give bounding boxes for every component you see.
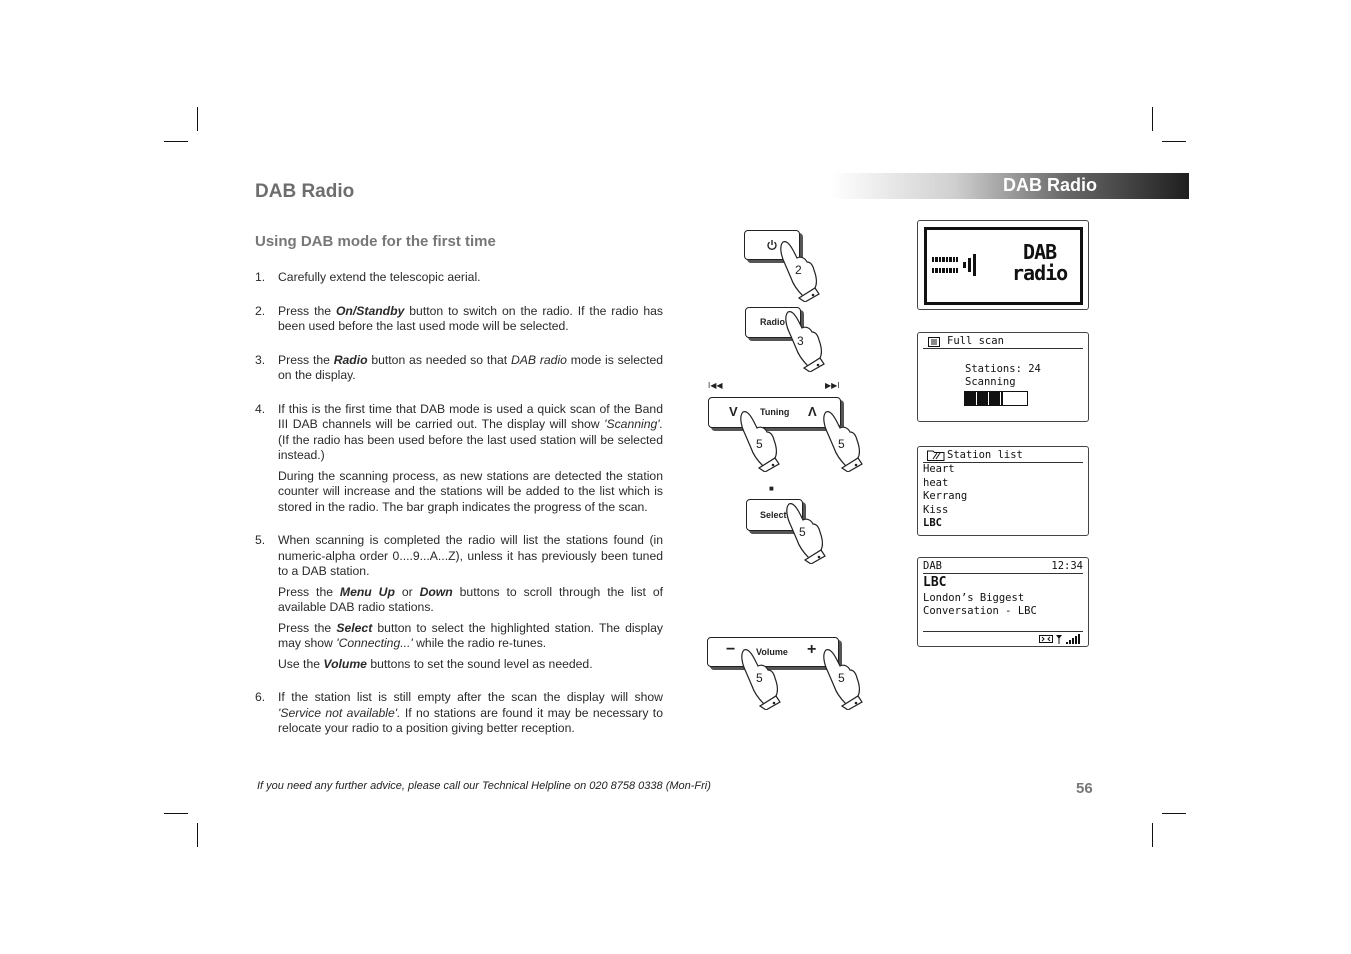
dls-line-1: London’s Biggest bbox=[923, 592, 1025, 604]
instruction-list bbox=[255, 270, 663, 755]
step-number-label: 5 bbox=[756, 437, 763, 451]
step-text: Carefully extend the telescopic aerial. bbox=[278, 270, 481, 284]
step-2 bbox=[255, 304, 663, 335]
helpline-footer: If you need any further advice, please call our Technical Helpline on 020 8758 0338 (Mon-Fri) bbox=[257, 780, 711, 792]
display-dab-logo-inner bbox=[924, 227, 1083, 305]
step-number: 6. bbox=[255, 690, 266, 704]
step-number-label: 5 bbox=[838, 671, 845, 685]
tuning-up-icon[interactable]: Λ bbox=[808, 404, 817, 419]
dab-signal-icon bbox=[932, 252, 986, 278]
step-number: 3. bbox=[255, 352, 266, 367]
crop-mark bbox=[197, 107, 198, 131]
select-button-label: Select bbox=[760, 510, 787, 520]
station-list-item[interactable]: Heart bbox=[923, 463, 955, 475]
page-title: DAB Radio bbox=[255, 181, 355, 202]
folder-icon bbox=[927, 450, 945, 461]
step-3 bbox=[255, 353, 663, 384]
display-header bbox=[923, 449, 1083, 463]
dls-line-2: Conversation - LBC bbox=[923, 605, 1037, 617]
crop-mark bbox=[1152, 107, 1153, 131]
previous-icon: I◀◀ bbox=[708, 381, 723, 390]
radio-button-label: Radio bbox=[760, 317, 786, 327]
stop-icon: ■ bbox=[769, 484, 774, 493]
tuning-down-icon[interactable]: V bbox=[729, 404, 738, 419]
step-text: Press the Select button to select the highlighted station. The display may show 'Connecting...' while the radio re-tunes. bbox=[278, 620, 664, 650]
tuning-button-label: Tuning bbox=[760, 407, 790, 417]
step-6 bbox=[255, 690, 663, 737]
status-divider bbox=[923, 631, 1083, 632]
step-number-label: 5 bbox=[799, 525, 806, 539]
step-4 bbox=[255, 402, 663, 516]
pointing-hand-icon bbox=[784, 310, 826, 372]
step-text: If this is the first time that DAB mode is used a quick scan of the Band III DAB channels will be carried out. The display will show 'Scanning'. (If the radio has been used before the last used station will be selected instead.) bbox=[278, 401, 663, 462]
step-text: During the scanning process, as new stations are detected the station counter will increase and the stations will be added to the list which is stored in the radio. The bar graph indicates the progress of the scan. bbox=[278, 468, 663, 514]
section-title: Using DAB mode for the first time bbox=[255, 233, 496, 250]
step-number: 1. bbox=[255, 270, 266, 284]
step-number: 2. bbox=[255, 303, 266, 318]
volume-plus-icon[interactable]: + bbox=[807, 641, 817, 658]
display-full-scan bbox=[917, 332, 1089, 422]
scan-progress-fill bbox=[965, 392, 1003, 405]
station-name: LBC bbox=[923, 575, 947, 590]
scan-progress-bar bbox=[964, 391, 1028, 406]
display-dab-logo bbox=[917, 220, 1089, 310]
station-list-item[interactable]: Kerrang bbox=[923, 490, 968, 502]
display-header bbox=[923, 560, 1083, 574]
power-icon bbox=[766, 239, 778, 251]
step-text: When scanning is completed the radio will list the stations found (in numeric-alpha order 0....9...A...Z), unless it has previously been tuned to a DAB station. bbox=[278, 533, 663, 578]
dab-logo-line1: DAB bbox=[1023, 240, 1057, 264]
step-text: Press the Menu Up or Down buttons to scroll through the list of available DAB radio stations. bbox=[278, 584, 664, 614]
display-header bbox=[923, 335, 1083, 349]
display-station-list bbox=[917, 446, 1089, 536]
display-title: Full scan bbox=[947, 335, 1004, 347]
clock: 12:34 bbox=[1051, 560, 1083, 572]
step-number: 5. bbox=[255, 533, 266, 547]
volume-button-label: Volume bbox=[756, 647, 788, 657]
page-number: 56 bbox=[1076, 780, 1093, 797]
scan-status: Scanning bbox=[965, 376, 1016, 388]
next-icon: ▶▶I bbox=[825, 381, 840, 390]
step-1 bbox=[255, 270, 663, 286]
crop-mark bbox=[164, 813, 188, 814]
station-list-item-selected[interactable]: LBC bbox=[923, 517, 942, 529]
crop-mark bbox=[1162, 141, 1186, 142]
step-number-label: 2 bbox=[795, 263, 802, 277]
display-title: Station list bbox=[947, 449, 1023, 461]
section-banner bbox=[830, 173, 1189, 199]
pointing-hand-icon bbox=[785, 502, 827, 564]
crop-mark bbox=[164, 141, 188, 142]
station-list-item[interactable]: heat bbox=[923, 476, 949, 489]
dab-logo-line2: radio bbox=[1012, 261, 1068, 285]
step-number-label: 5 bbox=[756, 671, 763, 685]
dab-logo-text bbox=[1012, 242, 1067, 284]
display-now-playing bbox=[917, 557, 1089, 647]
step-5 bbox=[255, 533, 663, 672]
step-text: Press the On/Standby button to switch on the radio. If the radio has been used before the last used mode will be selected. bbox=[278, 303, 663, 333]
station-list-item[interactable]: Kiss bbox=[923, 503, 949, 516]
crop-mark bbox=[197, 823, 198, 847]
list-icon bbox=[928, 337, 940, 347]
status-icons bbox=[1039, 633, 1083, 645]
step-text: Press the Radio button as needed so that DAB radio mode is selected on the display. bbox=[278, 352, 664, 382]
mode-label: DAB bbox=[923, 560, 942, 572]
step-text: If the station list is still empty after the scan the display will show 'Service not available'. If no stations are found it may be necessary to relocate your radio to a position giving better reception. bbox=[278, 690, 663, 735]
step-number-label: 5 bbox=[838, 437, 845, 451]
volume-minus-icon[interactable]: − bbox=[726, 641, 736, 658]
step-number-label: 3 bbox=[797, 334, 804, 348]
banner-title: DAB Radio bbox=[1003, 175, 1097, 195]
step-text: Use the Volume buttons to set the sound level as needed. bbox=[278, 656, 593, 671]
station-count: Stations: 24 bbox=[965, 363, 1041, 375]
crop-mark bbox=[1162, 813, 1186, 814]
step-number: 4. bbox=[255, 401, 266, 416]
crop-mark bbox=[1152, 823, 1153, 847]
